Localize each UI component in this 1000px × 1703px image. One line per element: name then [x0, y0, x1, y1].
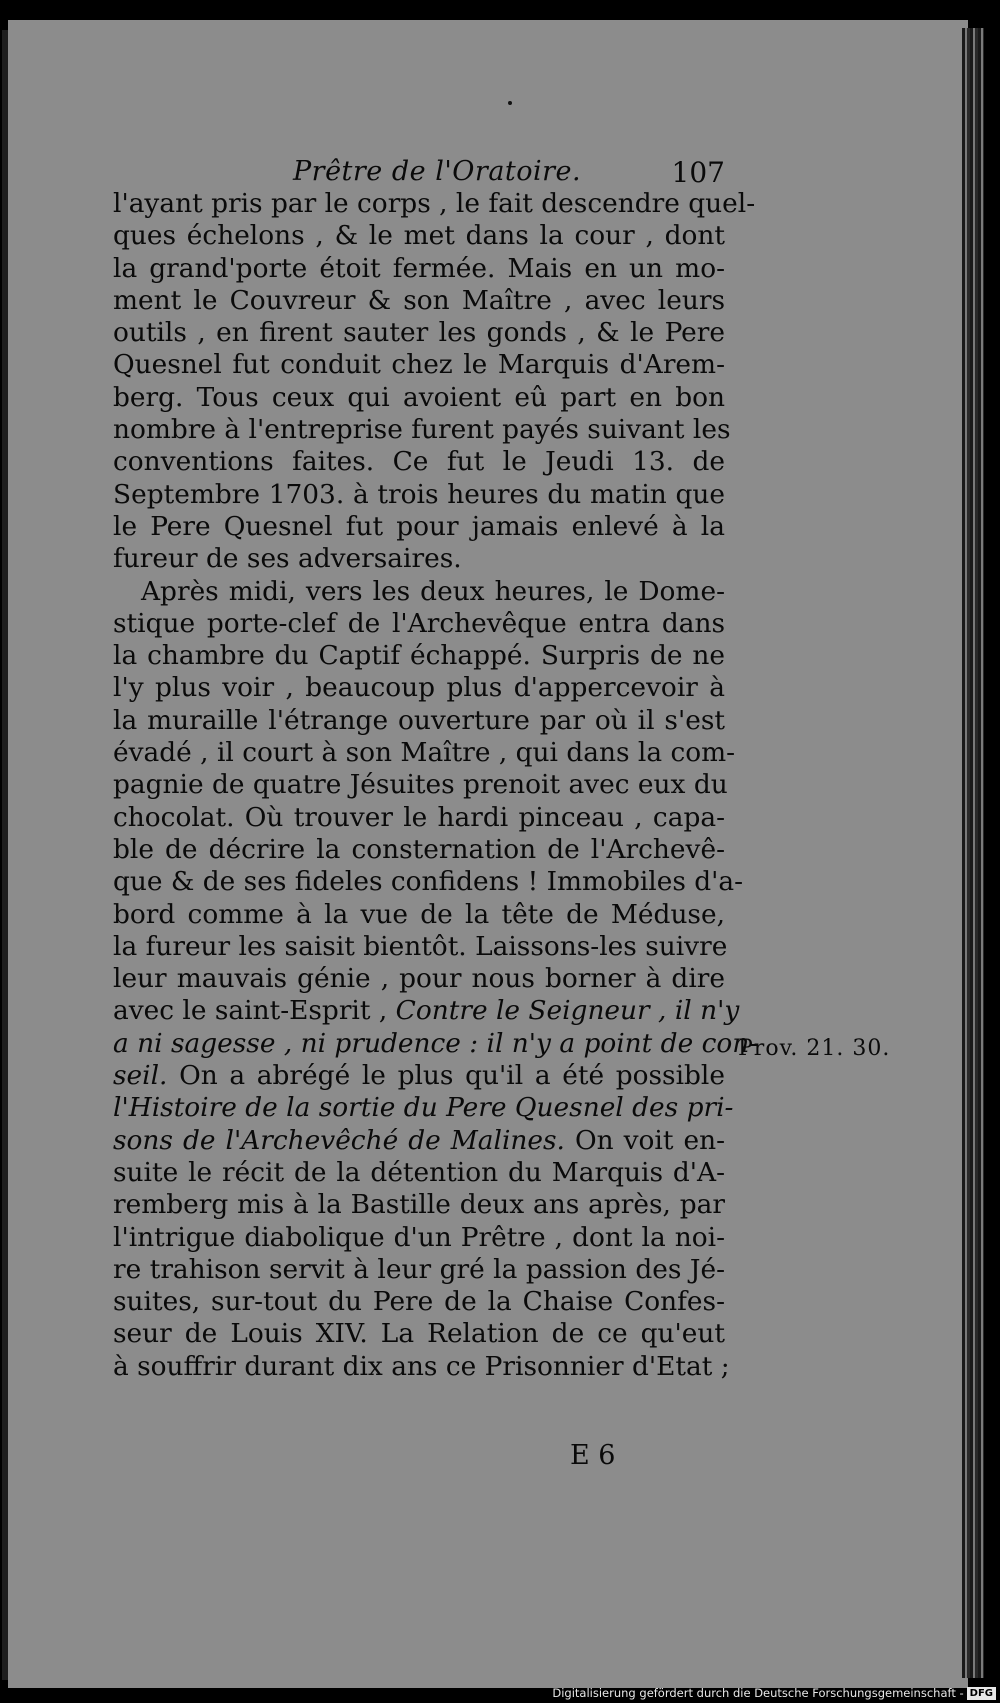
running-title: Prêtre de l'Oratoire. — [293, 156, 582, 187]
book-title: l'Histoire de la sortie du Pere Quesnel des pri- — [113, 1092, 734, 1124]
signature-mark: E 6 — [570, 1440, 616, 1471]
text-line: sons de l'Archevêché de Malines. On voit en- — [113, 1124, 725, 1156]
text-line: stique porte-clef de l'Archevêque entra dans — [113, 607, 725, 639]
scripture-quote: a ni sagesse , ni prudence : il n'y a point de con- — [113, 1027, 759, 1059]
text-line: la muraille l'étrange ouverture par où il s'est — [113, 704, 725, 736]
text-line: l'ayant pris par le corps , le fait descendre quel- — [113, 188, 756, 219]
text-line: que & de ses fideles confidens ! Immobiles d'a- — [113, 866, 744, 898]
text-line: fureur de ses adversaires. — [113, 543, 462, 575]
text-line: suites, sur-tout du Pere de la Chaise Confes- — [113, 1286, 725, 1318]
text-line: la fureur les saisit bientôt. Laissons-les suivre — [113, 930, 728, 962]
text-line: Quesnel fut conduit chez le Marquis d'Arem- — [113, 349, 725, 381]
text-line: ment le Couvreur & son Maître , avec leurs — [113, 284, 725, 316]
text-line: Après midi, vers les deux heures, le Dome- — [141, 575, 725, 607]
page-stack-edge — [962, 28, 984, 1678]
text-line: la grand'porte étoit fermée. Mais en un mo- — [113, 252, 725, 284]
book-title: sons de l'Archevêché de Malines. — [113, 1124, 565, 1156]
text-line: le Pere Quesnel fut pour jamais enlevé à la — [113, 510, 725, 542]
margin-note: Prov. 21. 30. — [738, 1036, 891, 1061]
footer-credit — [552, 1686, 996, 1700]
text-line: à souffrir durant dix ans ce Prisonnier d'Etat ; — [113, 1350, 730, 1382]
text-line: re trahison servit à leur gré la passion des Jé- — [113, 1253, 725, 1285]
scripture-quote: Contre le Seigneur , il n'y — [395, 995, 740, 1027]
text-line: conventions faites. Ce fut le Jeudi 13. de — [113, 446, 725, 478]
text-line: outils , en firent sauter les gonds , & le Pere — [113, 317, 725, 349]
text-line: ques échelons , & le met dans la cour , dont — [113, 220, 725, 252]
text-line: pagnie de quatre Jésuites prenoit avec eux du — [113, 769, 728, 801]
page-number: 107 — [671, 156, 725, 189]
text-line: Septembre 1703. à trois heures du matin que — [113, 478, 725, 510]
credit-text: Digitalisierung gefördert durch die Deutsche Forschungsgemeinschaft - — [552, 1686, 964, 1700]
text-line: nombre à l'entreprise furent payés suivant les — [113, 414, 731, 446]
text-line: suite le récit de la détention du Marquis d'A- — [113, 1156, 725, 1188]
body-text — [113, 188, 759, 1383]
text-line — [113, 1027, 759, 1060]
ink-speck — [508, 101, 512, 105]
text-line: berg. Tous ceux qui avoient eû part en bon — [113, 381, 725, 413]
text-line: ble de décrire la consternation de l'Archevê- — [113, 833, 725, 865]
text-line: évadé , il court à son Maître , qui dans la com- — [113, 737, 736, 769]
text-line: seur de Louis XIV. La Relation de ce qu'eut — [113, 1318, 725, 1350]
text-line: avec le saint-Esprit , Contre le Seigneur , il n'y — [113, 995, 740, 1027]
text-line: l'y plus voir , beaucoup plus d'appercevoir à — [113, 672, 725, 704]
text-line: seil. On a abrégé le plus qu'il a été possible — [113, 1060, 725, 1092]
dfg-logo: DFG — [967, 1687, 996, 1700]
text-line: chocolat. Où trouver le hardi pinceau , capa- — [113, 801, 725, 833]
text-line: bord comme à la vue de la tête de Méduse, — [113, 898, 725, 930]
text-line — [113, 1092, 734, 1124]
text-line: l'intrigue diabolique d'un Prêtre , dont la noi- — [113, 1221, 725, 1253]
scripture-quote: seil. — [113, 1060, 168, 1092]
text-line: remberg mis à la Bastille deux ans après, par — [113, 1189, 725, 1221]
text-line: la chambre du Captif échappé. Surpris de ne — [113, 640, 725, 672]
text-line: leur mauvais génie , pour nous borner à dire — [113, 963, 725, 995]
